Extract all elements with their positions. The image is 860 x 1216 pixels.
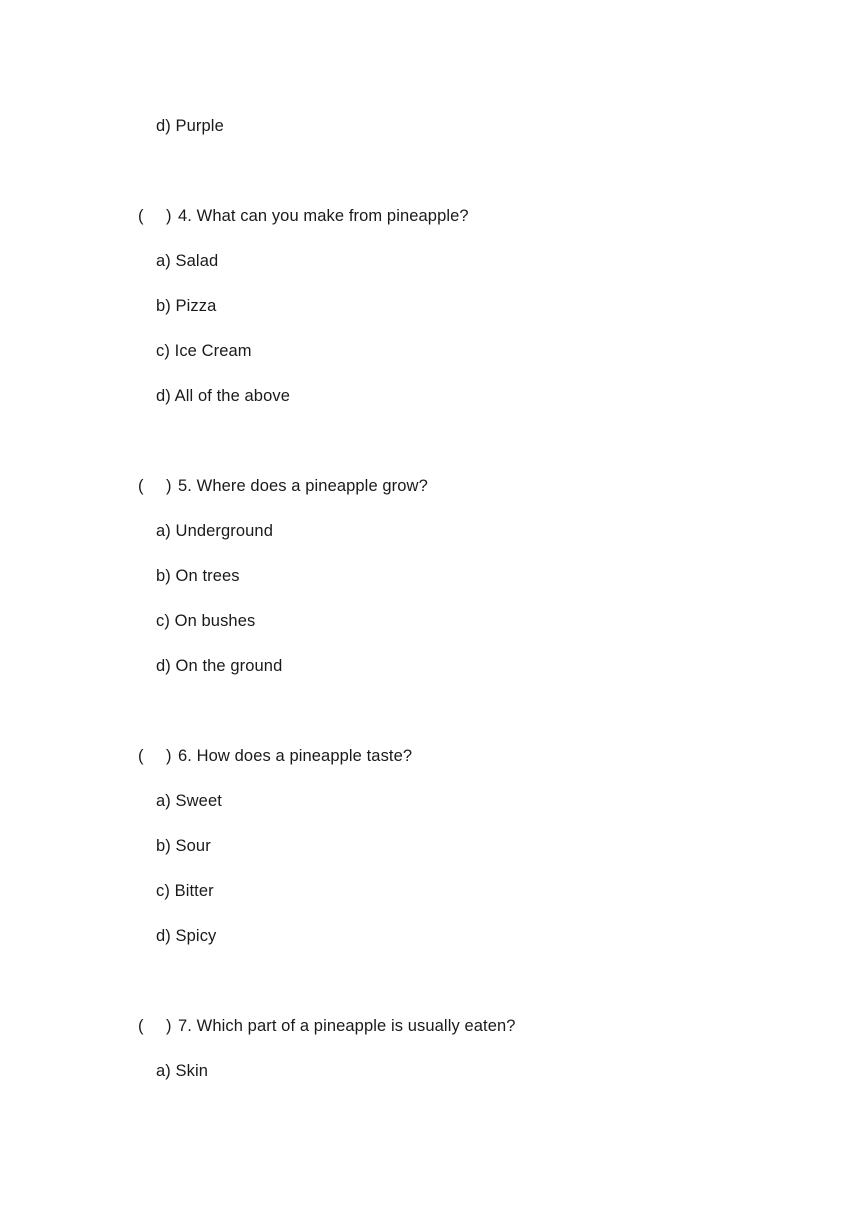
option-item: a) Sweet (156, 792, 222, 810)
paren-close: ) (166, 477, 172, 495)
option-purple: d) Purple (156, 117, 224, 135)
question-text: 7. Which part of a pineapple is usually eaten? (178, 1017, 516, 1035)
answer-blank (138, 206, 178, 226)
question-7 (138, 1016, 516, 1036)
question-6 (138, 746, 412, 766)
paren-open: ( (138, 1017, 144, 1035)
paren-open: ( (138, 747, 144, 765)
paren-close: ) (166, 1017, 172, 1035)
paren-close: ) (166, 747, 172, 765)
paren-open: ( (138, 207, 144, 225)
option-item: b) Pizza (156, 297, 217, 315)
paren-close: ) (166, 207, 172, 225)
option-item: d) Spicy (156, 927, 217, 945)
option-item: d) On the ground (156, 657, 283, 675)
question-text: 4. What can you make from pineapple? (178, 207, 469, 225)
question-text: 6. How does a pineapple taste? (178, 747, 413, 765)
option-item: a) Skin (156, 1062, 209, 1080)
question-5 (138, 476, 428, 496)
option-item: a) Underground (156, 522, 273, 540)
answer-blank (138, 476, 178, 496)
paren-open: ( (138, 477, 144, 495)
option-item: c) Ice Cream (156, 342, 252, 360)
option-item: a) Salad (156, 252, 219, 270)
question-4 (138, 206, 469, 226)
answer-blank (138, 1016, 178, 1036)
answer-blank (138, 746, 178, 766)
option-item: c) Bitter (156, 882, 214, 900)
option-item: c) On bushes (156, 612, 256, 630)
question-text: 5. Where does a pineapple grow? (178, 477, 428, 495)
option-item: b) Sour (156, 837, 211, 855)
option-item: b) On trees (156, 567, 240, 585)
option-item: d) All of the above (156, 387, 290, 405)
